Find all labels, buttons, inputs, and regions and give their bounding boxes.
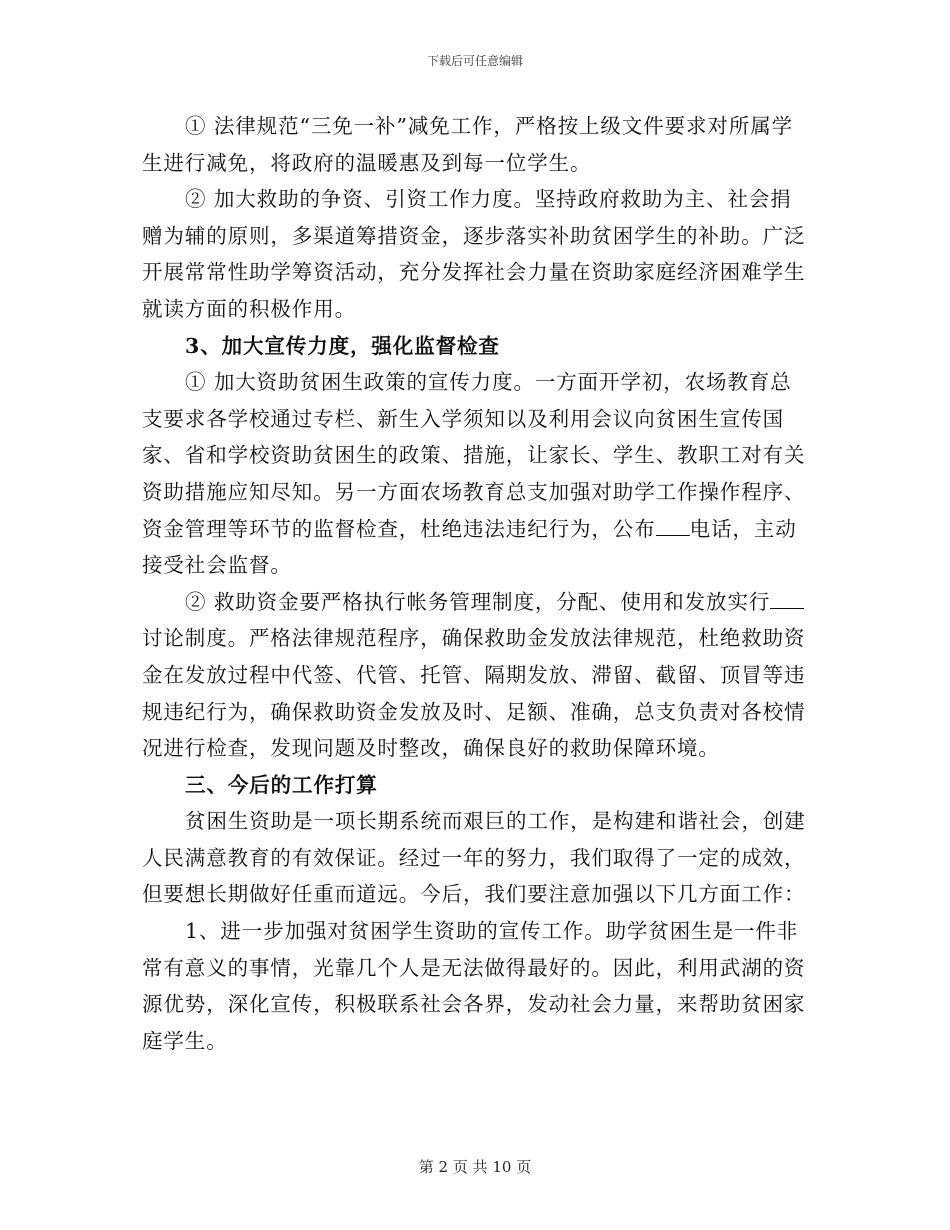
paragraph-text-continued: 讨论制度。严格法律规范程序，确保救助金发放法律规范，杜绝救助资金在发放过程中代签、代管、托管、隔期发放、滞留、截留、顶冒等违规违纪行为，确保救助资金发放及时、足额、准确，总支负责对各校情况进行检查，发现问题及时整改，确保良好的救助保障环境。 xyxy=(142,626,806,761)
paragraph-text: ② 救助资金要严格执行帐务管理制度，分配、使用和发放实行 xyxy=(185,589,771,614)
paragraph-future-intro: 贫困生资助是一项长期系统而艰巨的工作，是构建和谐社会，创建人民满意教育的有效保证。经过一年的努力，我们取得了一定的成效，但要想长期做好任重而道远。今后，我们要注意加强以下几方面工作： xyxy=(142,809,806,907)
paragraph-text-continued: 电话，主动接受社会监督。 xyxy=(142,516,797,578)
paragraph-publicity-policy xyxy=(142,364,812,584)
paragraph-fund-management xyxy=(142,584,812,767)
paragraph-future-item-1: 1、进一步加强对贫困学生资助的宣传工作。助学贫困生是一件非常有意义的事情，光靠几个人是无法做得最好的。因此，利用武湖的资源优势，深化宣传，积极联系社会各界，发动社会力量，来帮助贫困家庭学生。 xyxy=(142,919,806,1053)
page-header: 下载后可任意编辑 xyxy=(426,54,523,68)
paragraph-text: ① 加大资助贫困生政策的宣传力度。一方面开学初，农场教育总支要求各学校通过专栏、新生入学须知以及利用会议向贫困生宣传国家、省和学校资助贫困生的政策、措施，让家长、学生、教职工对有关资助措施应知尽知。另一方面农场教育总支加强对助学工作操作程序、资金管理等环节的监督检查，杜绝违法违纪行为，公布 xyxy=(142,370,806,541)
section-heading-future-plans: 三、今后的工作打算 xyxy=(185,772,378,797)
paragraph-exemption: ① 法律规范“三免一补”减免工作，严格按上级文件要求对所属学生进行减免，将政府的温暖惠及到每一位学生。 xyxy=(142,114,794,175)
paragraph-fundraising: ② 加大救助的争资、引资工作力度。坚持政府救助为主、社会捐赠为辅的原则，多渠道筹措资金，逐步落实补助贫困学生的补助。广泛开展常常性助学筹资活动，充分发挥社会力量在资助家庭经济困难学生就读方面的积极作用。 xyxy=(142,187,806,321)
blank-underline xyxy=(770,590,804,609)
blank-underline xyxy=(656,517,690,536)
page-footer: 第 2 页 共 10 页 xyxy=(418,1158,532,1176)
section-heading-publicity: 3、加大宣传力度，强化监督检查 xyxy=(185,333,500,358)
document-body xyxy=(142,108,812,1059)
